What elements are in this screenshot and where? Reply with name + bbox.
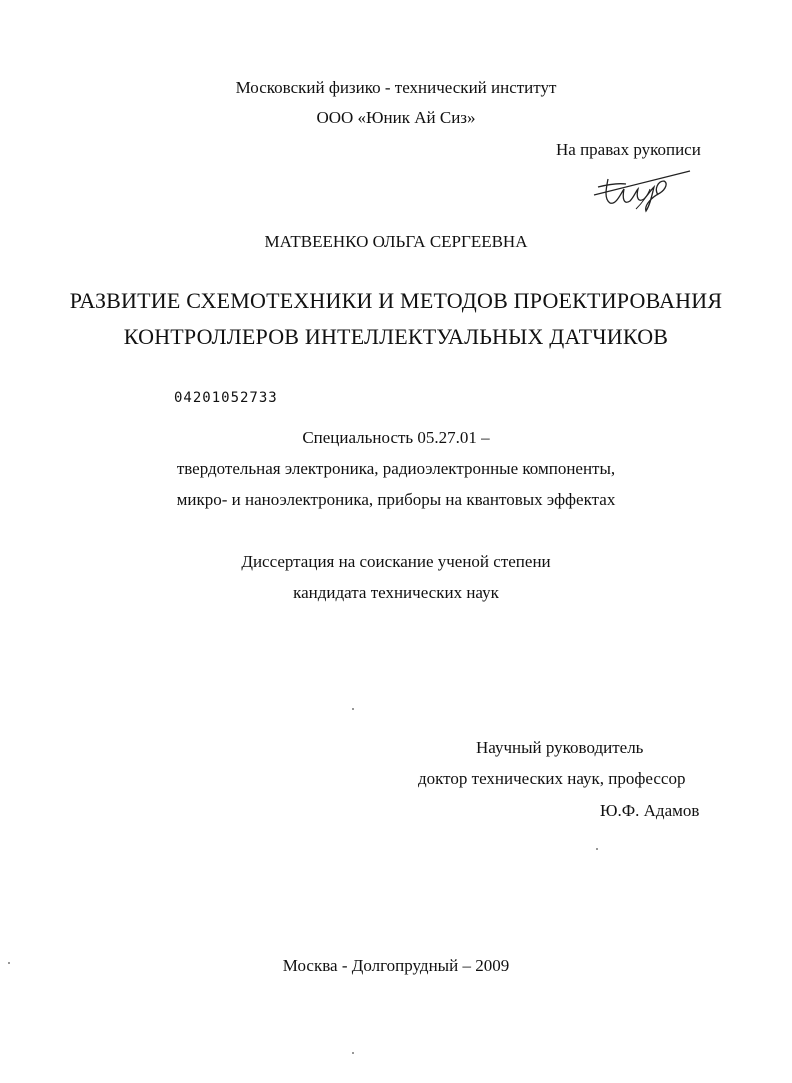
scan-speck (352, 708, 354, 710)
institute-name: Московский физико - технический институт (235, 78, 557, 97)
title-line-1: РАЗВИТИЕ СХЕМОТЕХНИКИ И МЕТОДОВ ПРОЕКТИРОВАНИЯ (69, 288, 723, 313)
company-name: ООО «Юник Ай Сиз» (316, 108, 476, 127)
supervisor-name: Ю.Ф. Адамов (600, 801, 700, 820)
registration-number: 04201052733 (174, 390, 278, 406)
author-signature (588, 165, 698, 215)
supervisor-role: Научный руководитель (476, 738, 644, 757)
specialty-code: Специальность 05.27.01 – (302, 428, 490, 447)
author-name: МАТВЕЕНКО ОЛЬГА СЕРГЕЕВНА (264, 232, 528, 251)
supervisor-credentials: доктор технических наук, профессор (418, 769, 686, 788)
specialty-line-2: твердотельная электроника, радиоэлектронные компоненты, (176, 459, 616, 478)
title-line-2: КОНТРОЛЛЕРОВ ИНТЕЛЛЕКТУАЛЬНЫХ ДАТЧИКОВ (123, 324, 669, 349)
specialty-line-3: микро- и наноэлектроника, приборы на квантовых эффектах (176, 490, 616, 509)
degree-line-1: Диссертация на соискание ученой степени (241, 552, 551, 571)
manuscript-rights-label: На правах рукописи (556, 140, 701, 159)
scan-speck (8, 962, 10, 964)
scan-speck (352, 1052, 354, 1054)
scan-speck (596, 848, 598, 850)
degree-line-2: кандидата технических наук (293, 583, 499, 602)
city-year: Москва - Долгопрудный – 2009 (282, 956, 510, 975)
